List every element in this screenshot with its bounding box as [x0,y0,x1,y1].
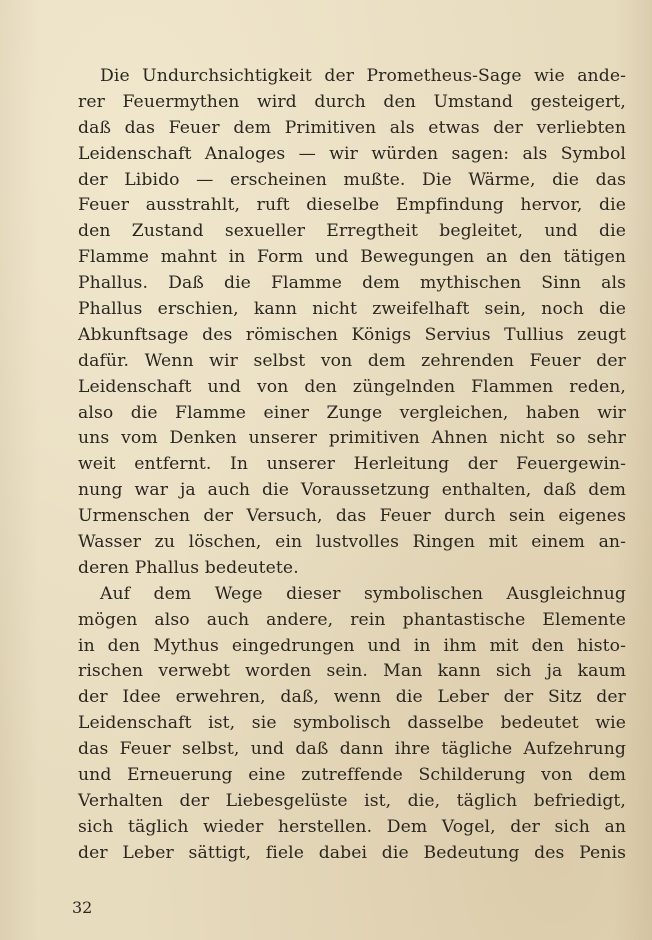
text-line: Phallus erschien, kann nicht zweifelhaft sein, noch die [78,299,626,320]
text-line: Abkunftsage des römischen Königs Servius Tullius zeugt [78,324,626,345]
text-line: rer Feuermythen wird durch den Umstand gesteigert, [78,91,626,112]
text-line: weit entfernt. In unserer Herleitung der Feuergewin- [78,454,626,475]
text-line: Leidenschaft Analoges — wir würden sagen: als Symbol [78,143,626,164]
text-line: Feuer ausstrahlt, ruft dieselbe Empfindung hervor, die [78,195,626,216]
page-number: 32 [72,898,93,917]
text-line: also die Flamme einer Zunge vergleichen, haben wir [78,402,626,423]
text-line: daß das Feuer dem Primitiven als etwas der verliebten [78,117,626,138]
text-line: Verhalten der Liebesgelüste ist, die, täglich befriedigt, [78,790,626,811]
text-line: in den Mythus eingedrungen und in ihm mit den histo- [78,635,626,656]
text-line: Urmenschen der Versuch, das Feuer durch sein eigenes [78,506,626,527]
text-line: sich täglich wieder herstellen. Dem Vogel, der sich an [78,816,626,837]
text-line: Flamme mahnt in Form und Bewegungen an den tätigen [78,247,626,268]
text-line: Die Undurchsichtigkeit der Prometheus-Sage wie ande- [100,66,626,86]
text-line: dafür. Wenn wir selbst von dem zehrenden Feuer der [78,350,626,371]
text-line: der Leber sättigt, fiele dabei die Bedeutung des Penis [78,842,626,863]
text-line: Leidenschaft ist, sie symbolisch dasselbe bedeutet wie [78,713,626,734]
text-line: den Zustand sexueller Erregtheit begleitet, und die [78,221,626,242]
text-line: und Erneuerung eine zutreffende Schilderung von dem [78,765,626,786]
text-line: mögen also auch andere, rein phantastische Elemente [78,609,626,630]
body-text [78,64,626,867]
text-line: Leidenschaft und von den züngelnden Flammen reden, [78,376,626,397]
text-line: Phallus. Daß die Flamme dem mythischen Sinn als [78,273,626,294]
text-line: rischen verwebt worden sein. Man kann sich ja kaum [78,661,626,682]
text-line: Auf dem Wege dieser symbolischen Ausgleichnug [100,583,626,604]
text-line: das Feuer selbst, und daß dann ihre tägliche Aufzehrung [78,739,626,760]
text-line: deren Phallus bedeutete. [78,557,299,578]
text-line: der Idee erwehren, daß, wenn die Leber der Sitz der [78,687,626,708]
text-line: der Libido — erscheinen mußte. Die Wärme, die das [78,169,626,190]
text-line: uns vom Denken unserer primitiven Ahnen nicht so sehr [78,428,626,449]
text-line: Wasser zu löschen, ein lustvolles Ringen mit einem an- [78,532,626,553]
text-line: nung war ja auch die Voraussetzung enthalten, daß dem [78,480,626,501]
